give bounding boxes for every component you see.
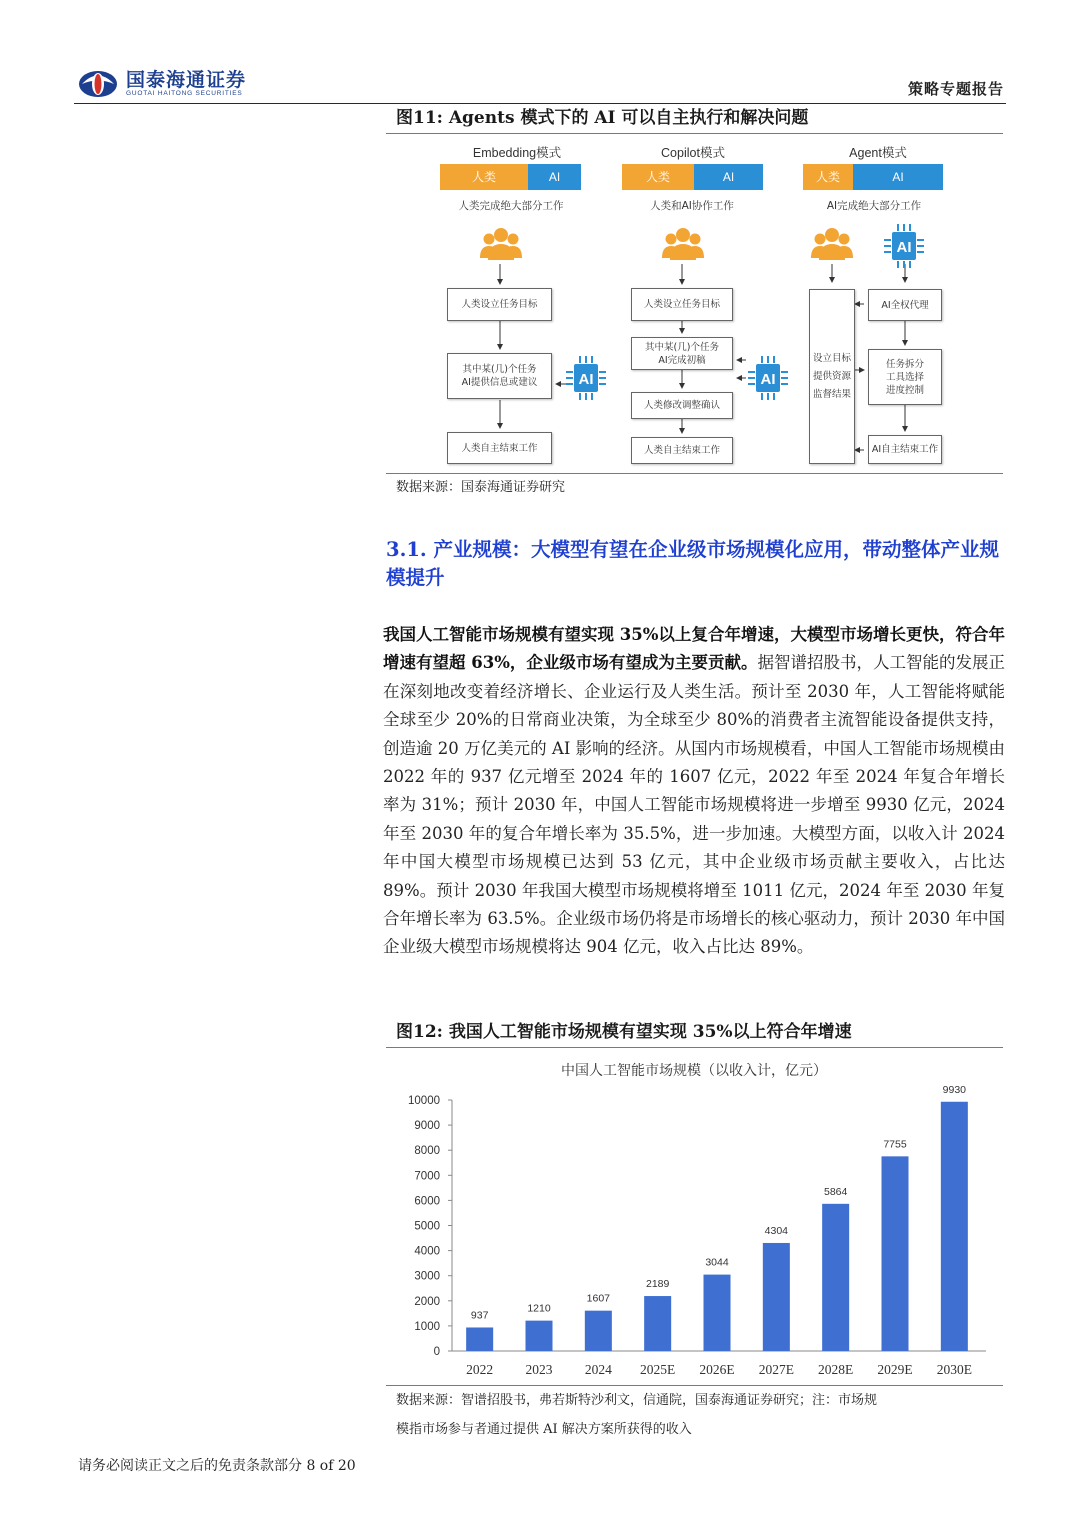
bar-2030E [941,1102,968,1351]
ai-chip-icon [748,356,788,400]
logo-mark-icon [78,69,118,99]
data-label-2030E: 9930 [942,1083,967,1096]
y-tick-label: 6000 [414,1195,440,1208]
people-icon [480,226,522,262]
ai-chip-label: AI [760,371,776,388]
data-label-2026E: 3044 [705,1256,729,1269]
bar-2025E [644,1296,671,1351]
agent-box-task-split: 任务拆分 工具选择 进度控制 [868,349,942,405]
bar-2028E [822,1204,849,1351]
agent-box-ai-proxy: AI全权代理 [868,289,942,321]
embedding-box-ai-suggest: 其中某(几)个任务 AI提供信息或建议 [447,353,552,399]
data-label-2023: 1210 [527,1302,551,1315]
copilot-box-set-goal: 人类设立任务目标 [631,288,733,321]
data-label-2022: 937 [470,1309,489,1322]
figure12-bottom-rule [386,1385,1003,1386]
figure12-source-line1: 数据来源：智谱招股书，弗若斯特沙利文，信通院，国泰海通证券研究；注：市场规 [396,1393,878,1408]
y-tick-label: 7000 [414,1170,440,1183]
company-logo [78,68,246,100]
people-icon [662,226,704,262]
embedding-ai-bar: AI [528,164,581,190]
agent-box-human-oversight: 设立目标 提供资源 监督结果 [809,289,855,464]
data-label-2028E: 5864 [823,1185,848,1198]
copilot-ai-bar: AI [694,164,763,190]
x-tick-label-2025E: 2025E [640,1362,676,1377]
market-size-chart-svg [386,1050,1003,1385]
bar-2023 [526,1321,553,1351]
agent-subtitle: AI完成绝大部分工作 [826,200,922,212]
data-label-2025E: 2189 [645,1278,670,1291]
bar-2026E [704,1275,731,1351]
col-title-embedding: Embedding模式 [472,146,562,160]
bar-2024 [585,1311,612,1351]
bar-2022 [466,1327,493,1351]
bar-2029E [882,1156,909,1351]
col-title-copilot: Copilot模式 [661,146,725,160]
x-tick-label-2030E: 2030E [936,1362,972,1377]
x-tick-label-2024: 2024 [584,1362,612,1377]
people-icon [811,226,853,262]
ai-chip-label: AI [578,371,594,388]
agent-human-bar: 人类 [803,164,853,190]
data-label-2029E: 7755 [883,1138,907,1151]
copilot-box-finish: 人类自主结束工作 [631,437,733,464]
y-tick-label: 1000 [414,1320,440,1333]
y-tick-label: 10000 [408,1095,440,1107]
y-tick-label: 9000 [414,1120,440,1133]
bar-2027E [763,1243,790,1351]
paragraph-lead: 我国人工智能市场规模有望实现 35%以上复合年增速，大模型市场增长更快，符合年增速有望超 63%，企业级市场有望成为主要贡献。 [383,625,1005,673]
copilot-box-human-review: 人类修改调整确认 [631,392,733,419]
ai-chip-icon [566,356,606,400]
copilot-subtitle: 人类和AI协作工作 [650,200,734,212]
page-header [74,66,1006,104]
copilot-box-ai-draft: 其中某(几)个任务 AI完成初稿 [631,337,733,370]
x-tick-label-2023: 2023 [525,1362,553,1377]
x-tick-label-2026E: 2026E [699,1362,735,1377]
embedding-subtitle: 人类完成绝大部分工作 [458,200,564,212]
report-type-label: 策略专题报告 [907,80,1004,98]
page-footer: 请务必阅读正文之后的免责条款部分 8 of 20 [78,1458,356,1474]
paragraph-text: 据智谱招股书，人工智能的发展正在深刻地改变着经济增长、企业运行及人类生活。预计至 2030 年，人工智能将赋能全球至少 20%的日常商业决策，为全球至少 80%的消费者主流智能设备提供支持，创造逾 20 万亿美元的 AI 影响的经济。从国内市场规模看，中国人工智能市场规模由 2022 年的 937 亿元增至 2024 年的 1607 亿元，2022 年至 2024 年复合年增长率为 31%；预计 2030 年，中国人工智能市场规模将进一步增至 9930 亿元，2024 年至 2030 年的复合年增长率为 35.5%，进一步加速。大模型方面，以收入计 2024 年中国大模型市场规模已达到 53 亿元，其中企业级市场贡献主要收入，占比达 89%。预计 2030 年我国大模型市场规模将增至 1011 亿元，2024 年至 2030 年复合年增长率为 63.5%。企业级市场仍将是市场增长的核心驱动力，预计 2030 年中国企业级大模型市场规模将达 904 亿元，收入占比达 89%。 [383,653,1005,957]
agent-box-finish: AI自主结束工作 [868,435,942,464]
copilot-human-bar: 人类 [622,164,694,190]
x-tick-label-2029E: 2029E [877,1362,913,1377]
data-label-2027E: 4304 [764,1224,789,1237]
market-size-chart [386,1050,1003,1385]
figure11-source: 数据来源：国泰海通证券研究 [396,480,566,495]
x-tick-label-2028E: 2028E [818,1362,854,1377]
x-tick-label-2027E: 2027E [758,1362,794,1377]
logo-chinese-name: 国泰海通证券 [126,69,247,91]
y-tick-label: 8000 [414,1145,440,1158]
figure11-diagram [386,134,1003,474]
data-label-2024: 1607 [586,1292,611,1305]
body-paragraph [383,621,1005,962]
logo-english-name: GUOTAI HAITONG SECURITIES [126,90,243,97]
col-title-agent: Agent模式 [849,146,907,160]
figure12-source-line2: 模指市场参与者通过提供 AI 解决方案所获得的收入 [396,1422,692,1437]
ai-chip-label: AI [896,239,912,256]
ai-chip-icon [884,224,924,268]
y-tick-label: 0 [433,1346,440,1358]
y-tick-label: 3000 [414,1270,440,1283]
embedding-box-finish: 人类自主结束工作 [447,432,552,464]
chart-title: 中国人工智能市场规模（以收入计，亿元） [561,1063,827,1079]
y-tick-label: 4000 [414,1245,440,1258]
embedding-box-set-goal: 人类设立任务目标 [447,288,552,321]
y-tick-label: 5000 [414,1220,440,1233]
agent-ai-bar: AI [853,164,943,190]
figure11-title: 图11: Agents 模式下的 AI 可以自主执行和解决问题 [386,106,1003,134]
x-tick-label-2022: 2022 [466,1362,494,1377]
embedding-human-bar: 人类 [440,164,528,190]
figure12-title: 图12: 我国人工智能市场规模有望实现 35%以上符合年增速 [386,1020,1003,1048]
section-heading: 3.1. 产业规模：大模型有望在企业级市场规模化应用，带动整体产业规模提升 [386,538,1000,589]
y-tick-label: 2000 [414,1295,440,1308]
